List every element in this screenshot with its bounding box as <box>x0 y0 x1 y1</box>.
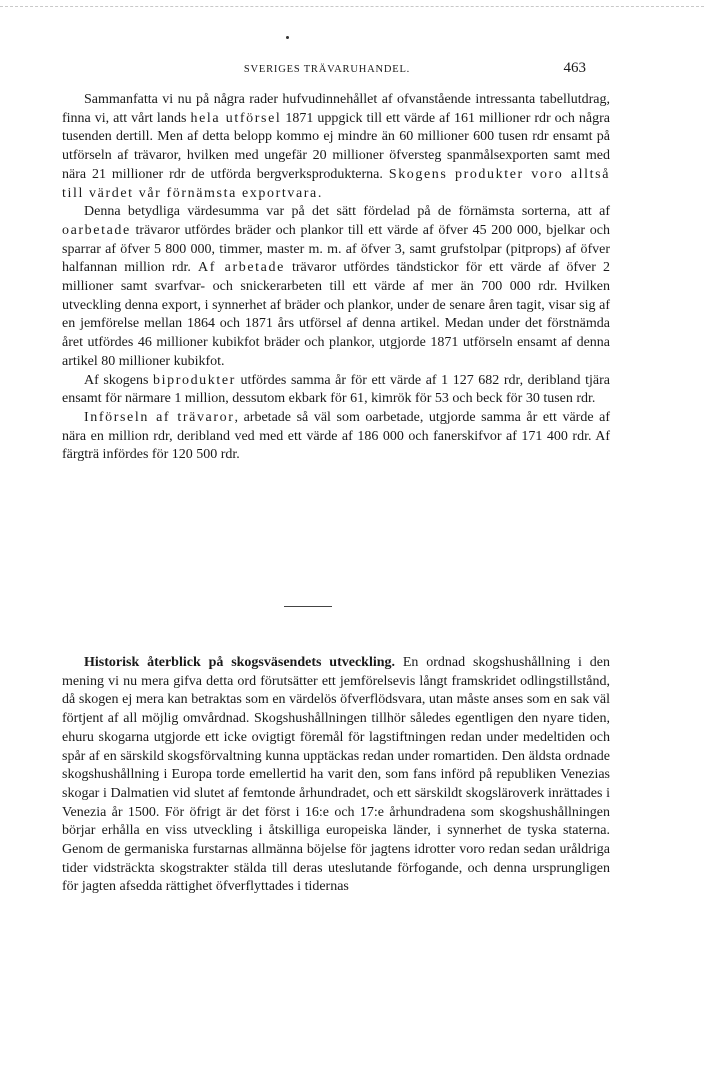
paragraph-export-summary <box>62 91 610 203</box>
text-run: utfördes samma år för ett värde af 1 127 682 rdr, deribland tjära ensamt för närmare 1 million, dessutom ekbark för 61, kimrök för 53 och beck för 30 tusen rdr. <box>62 372 610 407</box>
spaced-emphasis: oarbetade <box>62 222 131 238</box>
paragraph-byproducts <box>62 372 610 409</box>
scan-top-edge <box>0 6 704 8</box>
section-heading: Historisk återblick på skogsväsendets utveckling. <box>84 655 396 670</box>
text-run: trävaror utfördes tändstickor för ett värde af öfver 2 millioner samt svarfvar- och snickerarbeten till ett värde af mer än 700 000 rdr. Hvilken utveckling denna export, i synnerhet af bräder och plankor, under de senare åren tagit, visar sig af en jemförelse mellan 1864 och 1871 års utförsel af denna artikel. Medan under det förstnämda året utfördes 46 millioner kubikfot bräder och plankor, utgjorde 1871 utförseln ensamt af denna artikel 80 millioner kubikfot. <box>62 260 610 369</box>
section-historical-review <box>62 654 610 897</box>
text-run: Af skogens <box>84 372 154 388</box>
spaced-emphasis: hela utförsel <box>190 110 282 126</box>
section-divider <box>284 606 332 607</box>
text-run: trävaror utfördes bräder och plankor till ett värde af öfver 45 200 000, bjelkar och sparrar af öfver 5 800 000, timmer, master m. m. af öfver 3, samt grufstolpar (pitprops) af öfver halfannan million rdr. <box>62 222 610 276</box>
spaced-emphasis: Införseln af trävaror <box>84 409 235 425</box>
spaced-emphasis: Skogens produkter voro alltså till värdet vår förnämsta exportvara. <box>62 166 611 201</box>
spaced-emphasis: biprodukter <box>153 372 236 388</box>
text-run: , arbetade så väl som oarbetade, utgjorde samma år ett värde af nära en million rdr, deribland ved med ett värde af 186 000 och fanerskifvor af 171 400 rdr. Af färgträ infördes för 120 500 rdr. <box>62 409 610 463</box>
paragraph-history <box>62 654 610 897</box>
paragraph-imports <box>62 409 610 465</box>
spaced-emphasis: Af arbetade <box>198 260 285 276</box>
ink-speck <box>286 36 289 39</box>
text-run: En ordnad skogshushållning i den mening vi nu mera gifva detta ord förutsätter ett jemförelsevis långt framskridet odlingstillstånd, då skogen ej mera kan betraktas som en värdelös öfverflödsvara, utan måste anses som en sak väl förtjent af all möjlig omvårdnad. Skogshushållningen tillhör således egentligen den nyare tiden, ehuru skogarna utgjorde ett icke ovigtigt föremål för lagstiftningen redan under medeltiden och spår af en särskild skogsförvaltning kunna upptäckas redan under romartiden. Den äldsta ordnade skogshushållning i Europa torde emellertid ha varit den, som fans införd på republiken Venezias skogar i Dalmatien vid slutet af femtonde århundradet, och ett särskildt skogsläroverk inrättades i Venezia år 1500. För öfrigt är det först i 16:e och 17:e århundradena som skogshushållningen börjar erhålla en viss utveckling i åtskilliga europeiska länder, i synnerhet de tyska staterna. Genom de germaniska furstarnas allmänna böjelse för jagtens idrotter voro redan sedan uråldriga tider vidsträckta skogstrakter stälda till deras uteslutande förfogande, och denna ursprungligen för jagten afsedda rättighet öfverflyttades i tidernas <box>62 655 610 895</box>
text-run: 1871 uppgick till ett värde af 161 millioner rdr och några tusenden dertill. Men af detta belopp kommo ej mindre än 60 millioner 600 tusen rdr ensamt på utförseln af trävaror, hvilken med ungefär 20 millioner öfversteg spanmålsexporten samt med nära 21 millioner rdr de utförda bergverksprodukterna. <box>62 110 610 182</box>
running-title: SVERIGES TRÄVARUHANDEL. <box>243 64 411 75</box>
section-trade-summary <box>62 91 610 465</box>
text-run: Sammanfatta vi nu på några rader hufvudinnehållet af ofvanstående intressanta tabellutdrag, finna vi, att vårt lands <box>62 92 610 126</box>
text-run: Denna betydliga värdesumma var på det sätt fördelad på de förnämsta sorterna, att af <box>84 204 610 220</box>
paragraph-export-distribution <box>62 203 610 371</box>
page-number: 463 <box>563 60 586 76</box>
running-header <box>62 60 592 80</box>
